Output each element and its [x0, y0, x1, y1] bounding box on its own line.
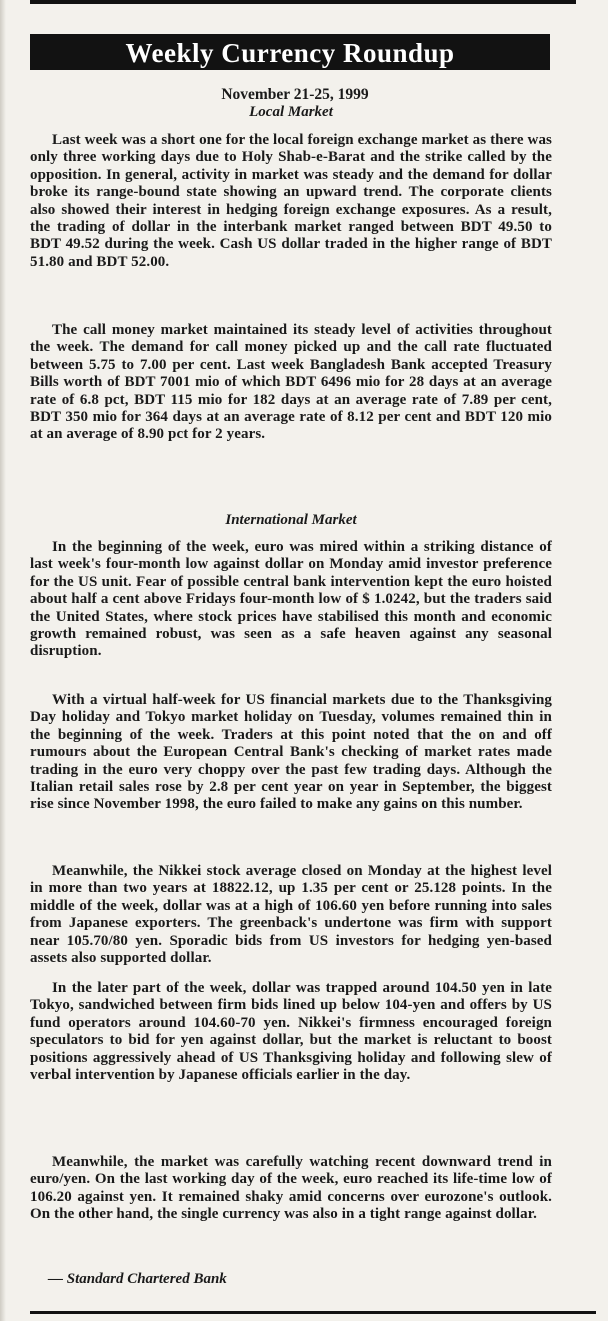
paragraph-intl-5: Meanwhile, the market was carefully watching recent downward trend in euro/yen. On the last working day of the week, euro reached its life-time low of 106.20 against yen. It remained shaky amid concerns over eurozone's outlook. On the other hand, the single currency was also in a tight range against dollar. — [30, 1154, 552, 1223]
paragraph-local-2: The call money market maintained its steady level of activities throughout the week. The demand for call money picked up and the call rate fluctuated between 5.75 to 7.00 per cent. Last week Bangladesh Bank accepted Treasury Bills worth of BDT 7001 mio of which BDT 6496 mio for 28 days at an average rate of 6.8 pct, BDT 115 mio for 182 days at an average rate of 7.89 per cent, BDT 350 mio for 364 days at an average rate of 8.12 per cent and BDT 120 mio at an average of 8.90 pct for 2 years. — [30, 322, 552, 443]
paragraph-intl-1: In the beginning of the week, euro was mired within a striking distance of last week's four-month low against dollar on Monday amid investor preference for the US unit. Fear of possible central bank intervention kept the euro hoisted about half a cent above Fridays four-month low of $ 1.0242, but the traders said the United States, where stock prices have stabilised this month and economic growth remained robust, was seen as a safe heaven against any seasonal disruption. — [30, 539, 552, 660]
date-range: November 21-25, 1999 — [221, 86, 369, 103]
page-title: Weekly Currency Roundup — [30, 34, 550, 70]
section-heading-international-market: International Market — [225, 512, 357, 528]
page-edge-shadow — [0, 0, 6, 1321]
bottom-rule — [30, 1311, 596, 1314]
paragraph-local-1: Last week was a short one for the local foreign exchange market as there was only three working days due to Holy Shab-e-Barat and the strike called by the opposition. In general, activity in market was steady and the demand for dollar broke its range-bound state showing an upward trend. The corporate clients also showed their interest in hedging foreign exchange exposures. As a result, the trading of dollar in the interbank market ranged between BDT 49.50 to BDT 49.52 during the week. Cash US dollar traded in the higher range of BDT 51.80 and BDT 52.00. — [30, 132, 552, 270]
paragraph-intl-2: With a virtual half-week for US financial markets due to the Thanksgiving Day holiday and Tokyo market holiday on Tuesday, volumes remained thin in the beginning of the week. Traders at this point noted that the on and off rumours about the European Central Bank's checking of market rates made trading in the euro very choppy over the past few trading days. Although the Italian retail sales rose by 2.8 per cent year on year in September, the biggest rise since November 1998, the euro failed to make any gains on this number. — [30, 692, 552, 813]
paragraph-intl-4: In the later part of the week, dollar was trapped around 104.50 yen in late Tokyo, sandwiched between firm bids lined up below 104-yen and offers by US fund operators around 104.60-70 yen. Nikkei's firmness encouraged foreign speculators to bid for yen against dollar, but the market is reluctant to boost positions aggressively ahead of US Thanksgiving holiday and following slew of verbal intervention by Japanese officials earlier in the day. — [30, 980, 552, 1084]
section-heading-local-market: Local Market — [249, 104, 333, 120]
byline: — Standard Chartered Bank — [48, 1271, 227, 1287]
top-rule — [30, 0, 576, 4]
paragraph-intl-3: Meanwhile, the Nikkei stock average closed on Monday at the highest level in more than two years at 18822.12, up 1.35 per cent or 25.128 points. In the middle of the week, dollar was at a high of 106.60 yen before running into sales from Japanese exporters. The greenback's undertone was firm with support near 105.70/80 yen. Sporadic bids from US investors for hedging yen-based assets also supported dollar. — [30, 863, 552, 967]
